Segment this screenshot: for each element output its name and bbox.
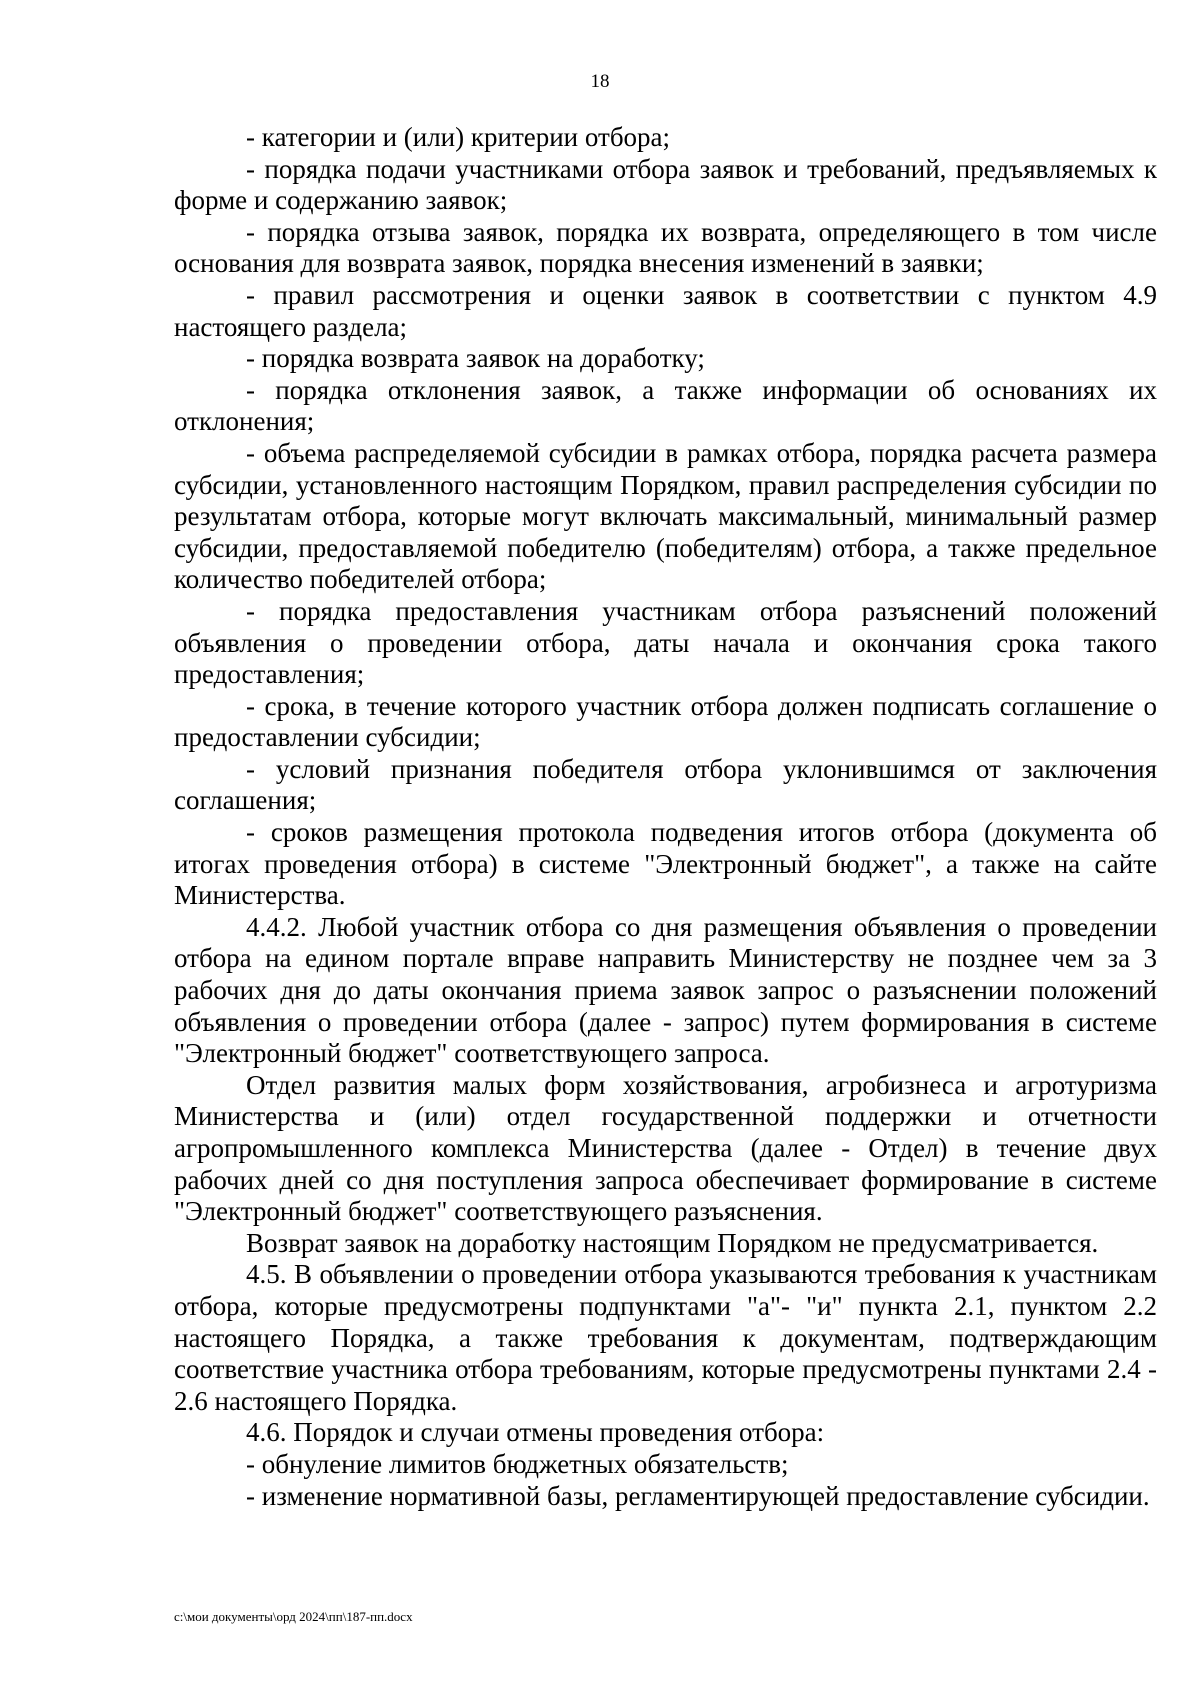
paragraph: - порядка отклонения заявок, а также информации об основаниях их отклонения; bbox=[174, 374, 1157, 437]
footer-file-path: c:\мои документы\орд 2024\пп\187-пп.docx bbox=[174, 1609, 413, 1624]
paragraph: - порядка подачи участниками отбора заявок и требований, предъявляемых к форме и содержанию заявок; bbox=[174, 153, 1157, 216]
paragraph: 4.6. Порядок и случаи отмены проведения отбора: bbox=[246, 1417, 825, 1448]
body-text bbox=[174, 122, 1157, 1512]
paragraph: - категории и (или) критерии отбора; bbox=[246, 122, 671, 152]
paragraph: - обнуление лимитов бюджетных обязательств; bbox=[246, 1448, 789, 1479]
paragraph: - порядка возврата заявок на доработку; bbox=[246, 343, 705, 374]
paragraph: 4.4.2. Любой участник отбора со дня размещения объявления о проведении отбора на едином портале вправе направить Министерству не позднее чем за 3 рабочих дня до даты окончания приема заявок запрос о разъяснении положений объявления о проведении отбора (далее - запрос) путем формирования в системе "Электронный бюджет" соответствующего запроса. bbox=[174, 911, 1157, 1069]
paragraph: Отдел развития малых форм хозяйствования, агробизнеса и агротуризма Министерства и (или) отдел государственной поддержки и отчетности агропромышленного комплекса Министерства (далее - Отдел) в течение двух рабочих дней со дня поступления запроса обеспечивает формирование в системе "Электронный бюджет" соответствующего разъяснения. bbox=[174, 1069, 1157, 1227]
paragraph: 4.5. В объявлении о проведении отбора указываются требования к участникам отбора, которые предусмотрены подпунктами "а"- "и" пункта 2.1, пунктом 2.2 настоящего Порядка, а также требования к документам, подтверждающим соответствие участника отбора требованиям, которые предусмотрены пунктами 2.4 - 2.6 настоящего Порядка. bbox=[174, 1259, 1157, 1416]
paragraph: Возврат заявок на доработку настоящим Порядком не предусматривается. bbox=[246, 1227, 1099, 1258]
paragraph: - условий признания победителя отбора уклонившимся от заключения соглашения; bbox=[174, 753, 1157, 816]
paragraph: - порядка отзыва заявок, порядка их возврата, определяющего в том числе основания для возврата заявок, порядка внесения изменений в заявки; bbox=[174, 216, 1157, 279]
paragraph: - сроков размещения протокола подведения итогов отбора (документа об итогах проведения отбора) в системе "Электронный бюджет", а также на сайте Министерства. bbox=[174, 817, 1157, 911]
paragraph: - правил рассмотрения и оценки заявок в соответствии с пунктом 4.9 настоящего раздела; bbox=[174, 279, 1157, 342]
paragraph: - порядка предоставления участникам отбора разъяснений положений объявления о проведении отбора, даты начала и окончания срока такого предоставления; bbox=[174, 595, 1157, 690]
page-number: 18 bbox=[590, 71, 610, 92]
paragraph: - срока, в течение которого участник отбора должен подписать соглашение о предоставлении субсидии; bbox=[174, 690, 1157, 753]
paragraph: - объема распределяемой субсидии в рамках отбора, порядка расчета размера субсидии, установленного настоящим Порядком, правил распределения субсидии по результатам отбора, которые могут включать максимальный, минимальный размер субсидии, предоставляемой победителю (победителям) отбора, а также предельное количество победителей отбора; bbox=[174, 437, 1157, 595]
paragraph: - изменение нормативной базы, регламентирующей предоставление субсидии. bbox=[246, 1480, 1150, 1511]
